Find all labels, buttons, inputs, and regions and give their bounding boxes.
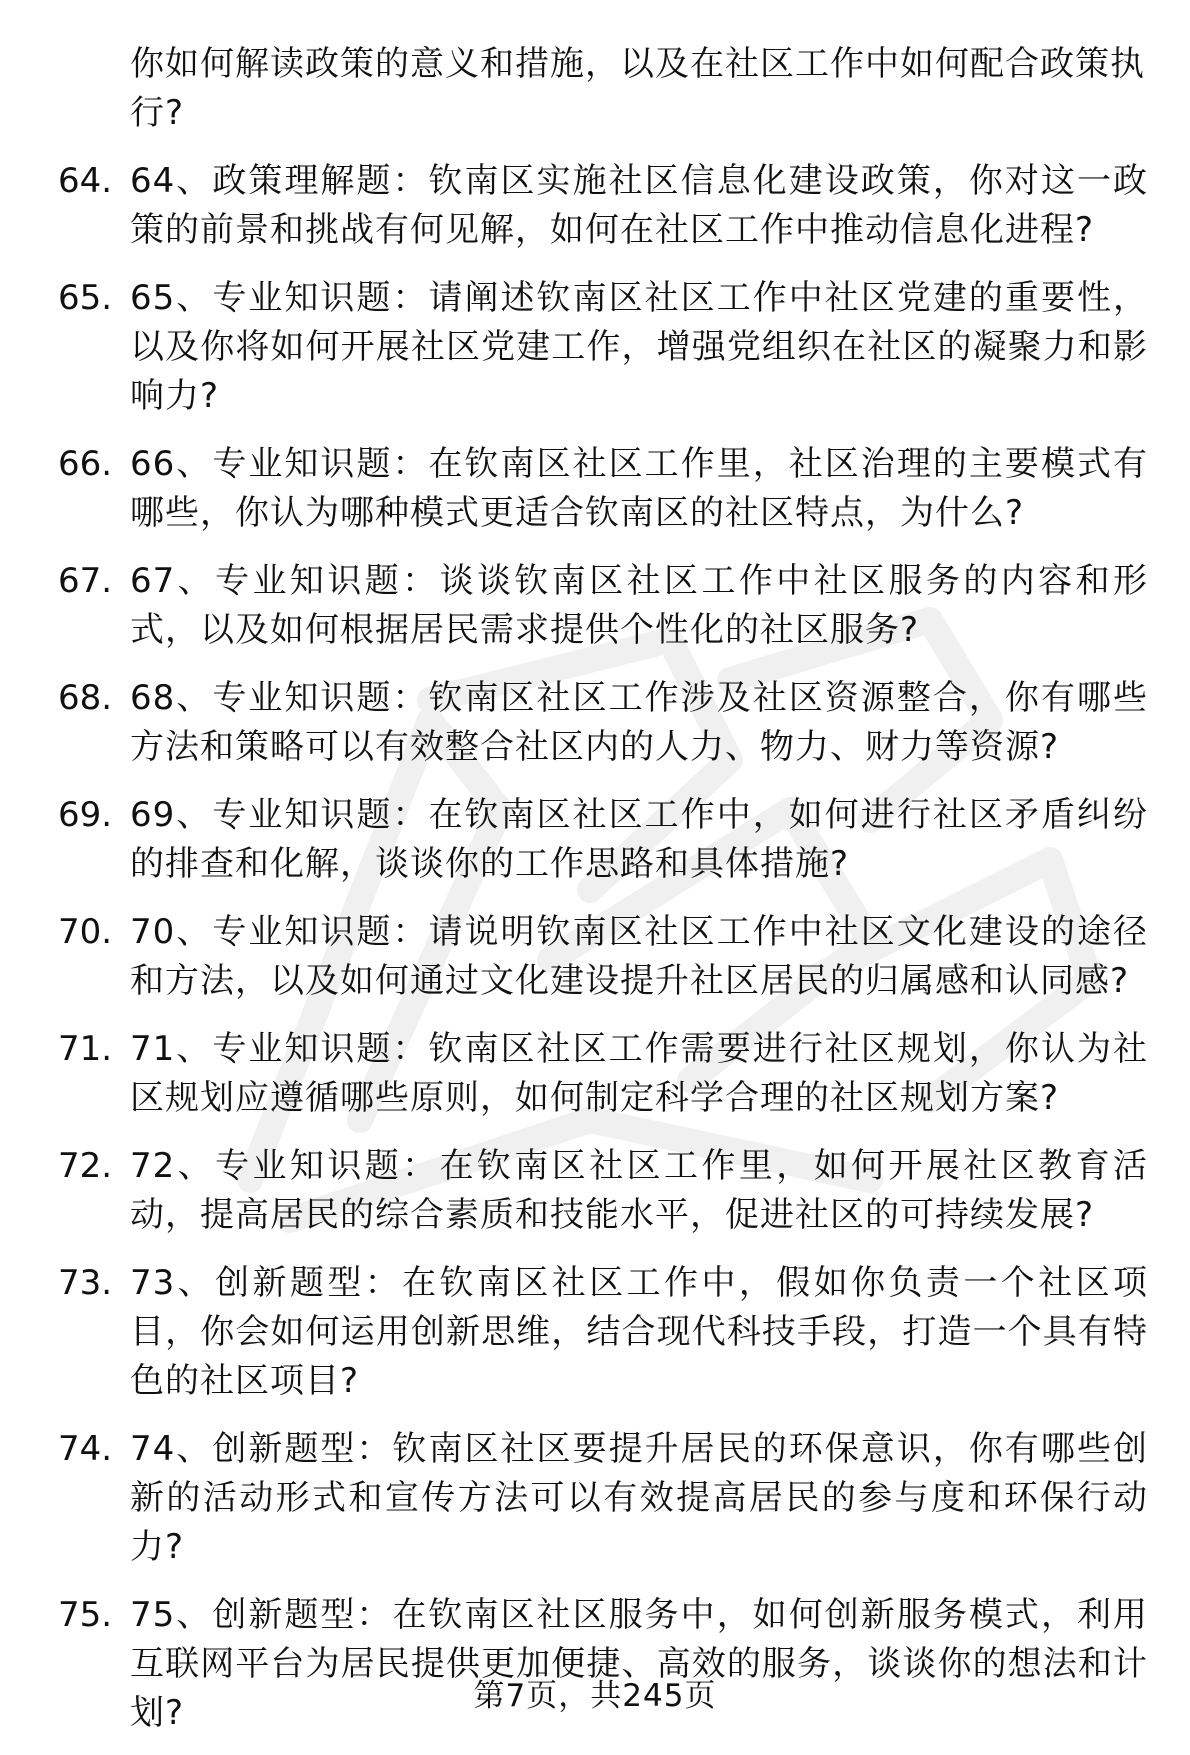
item-text: 69、专业知识题：在钦南区社区工作中，如何进行社区矛盾纠纷的排查和化解，谈谈你的工作思路和具体措施?: [130, 795, 1148, 884]
page-number-footer: 第7页，共245页: [473, 1678, 717, 1714]
item-number: 75.: [58, 1595, 113, 1635]
list-item: [58, 1142, 1148, 1240]
item-text: 74、创新题型：钦南区社区要提升居民的环保意识，你有哪些创新的活动形式和宣传方法可以有效提高居民的参与度和环保行动力?: [130, 1429, 1148, 1567]
item-text: 64、政策理解题：钦南区实施社区信息化建设政策，你对这一政策的前景和挑战有何见解，如何在社区工作中推动信息化进程?: [130, 161, 1148, 250]
item-number: 71.: [58, 1029, 113, 1069]
item-text: 65、专业知识题：请阐述钦南区社区工作中社区党建的重要性，以及你将如何开展社区党建工作，增强党组织在社区的凝聚力和影响力?: [130, 278, 1148, 416]
item-number: 69.: [58, 795, 113, 835]
item-number: 70.: [58, 912, 113, 952]
continuation-text: 你如何解读政策的意义和措施，以及在社区工作中如何配合政策执行?: [130, 44, 1145, 133]
list-item: [58, 1025, 1148, 1123]
item-text: 68、专业知识题：钦南区社区工作涉及社区资源整合，你有哪些方法和策略可以有效整合社区内的人力、物力、财力等资源?: [130, 678, 1148, 767]
list-item: [58, 674, 1148, 772]
list-item: [58, 908, 1148, 1006]
item-text: 67、专业知识题：谈谈钦南区社区工作中社区服务的内容和形式，以及如何根据居民需求提供个性化的社区服务?: [130, 561, 1148, 650]
item-number: 66.: [58, 444, 113, 484]
question-list: [58, 40, 1148, 1738]
item-text: 75、创新题型：在钦南区社区服务中，如何创新服务模式，利用互联网平台为居民提供更加便捷、高效的服务，谈谈你的想法和计划?: [130, 1595, 1148, 1733]
item-number: 65.: [58, 278, 113, 318]
item-text: 70、专业知识题：请说明钦南区社区工作中社区文化建设的途径和方法，以及如何通过文化建设提升社区居民的归属感和认同感?: [130, 912, 1148, 1001]
item-number: 67.: [58, 561, 113, 601]
item-text: 71、专业知识题：钦南区社区工作需要进行社区规划，你认为社区规划应遵循哪些原则，如何制定科学合理的社区规划方案?: [130, 1029, 1148, 1118]
item-text: 72、专业知识题：在钦南区社区工作里，如何开展社区教育活动，提高居民的综合素质和技能水平，促进社区的可持续发展?: [130, 1146, 1148, 1235]
item-number: 72.: [58, 1146, 113, 1186]
item-text: 73、创新题型：在钦南区社区工作中，假如你负责一个社区项目，你会如何运用创新思维，结合现代科技手段，打造一个具有特色的社区项目?: [130, 1263, 1148, 1401]
list-item: [58, 557, 1148, 655]
list-item: [58, 1425, 1148, 1572]
item-number: 73.: [58, 1263, 113, 1303]
item-number: 68.: [58, 678, 113, 718]
item-number: 64.: [58, 161, 113, 201]
list-item: [58, 1259, 1148, 1406]
item-number: 74.: [58, 1429, 113, 1469]
list-item: [58, 791, 1148, 889]
list-item: [58, 274, 1148, 421]
item-text: 66、专业知识题：在钦南区社区工作里，社区治理的主要模式有哪些，你认为哪种模式更适合钦南区的社区特点，为什么?: [130, 444, 1148, 533]
list-item: [58, 157, 1148, 255]
list-item: [58, 440, 1148, 538]
